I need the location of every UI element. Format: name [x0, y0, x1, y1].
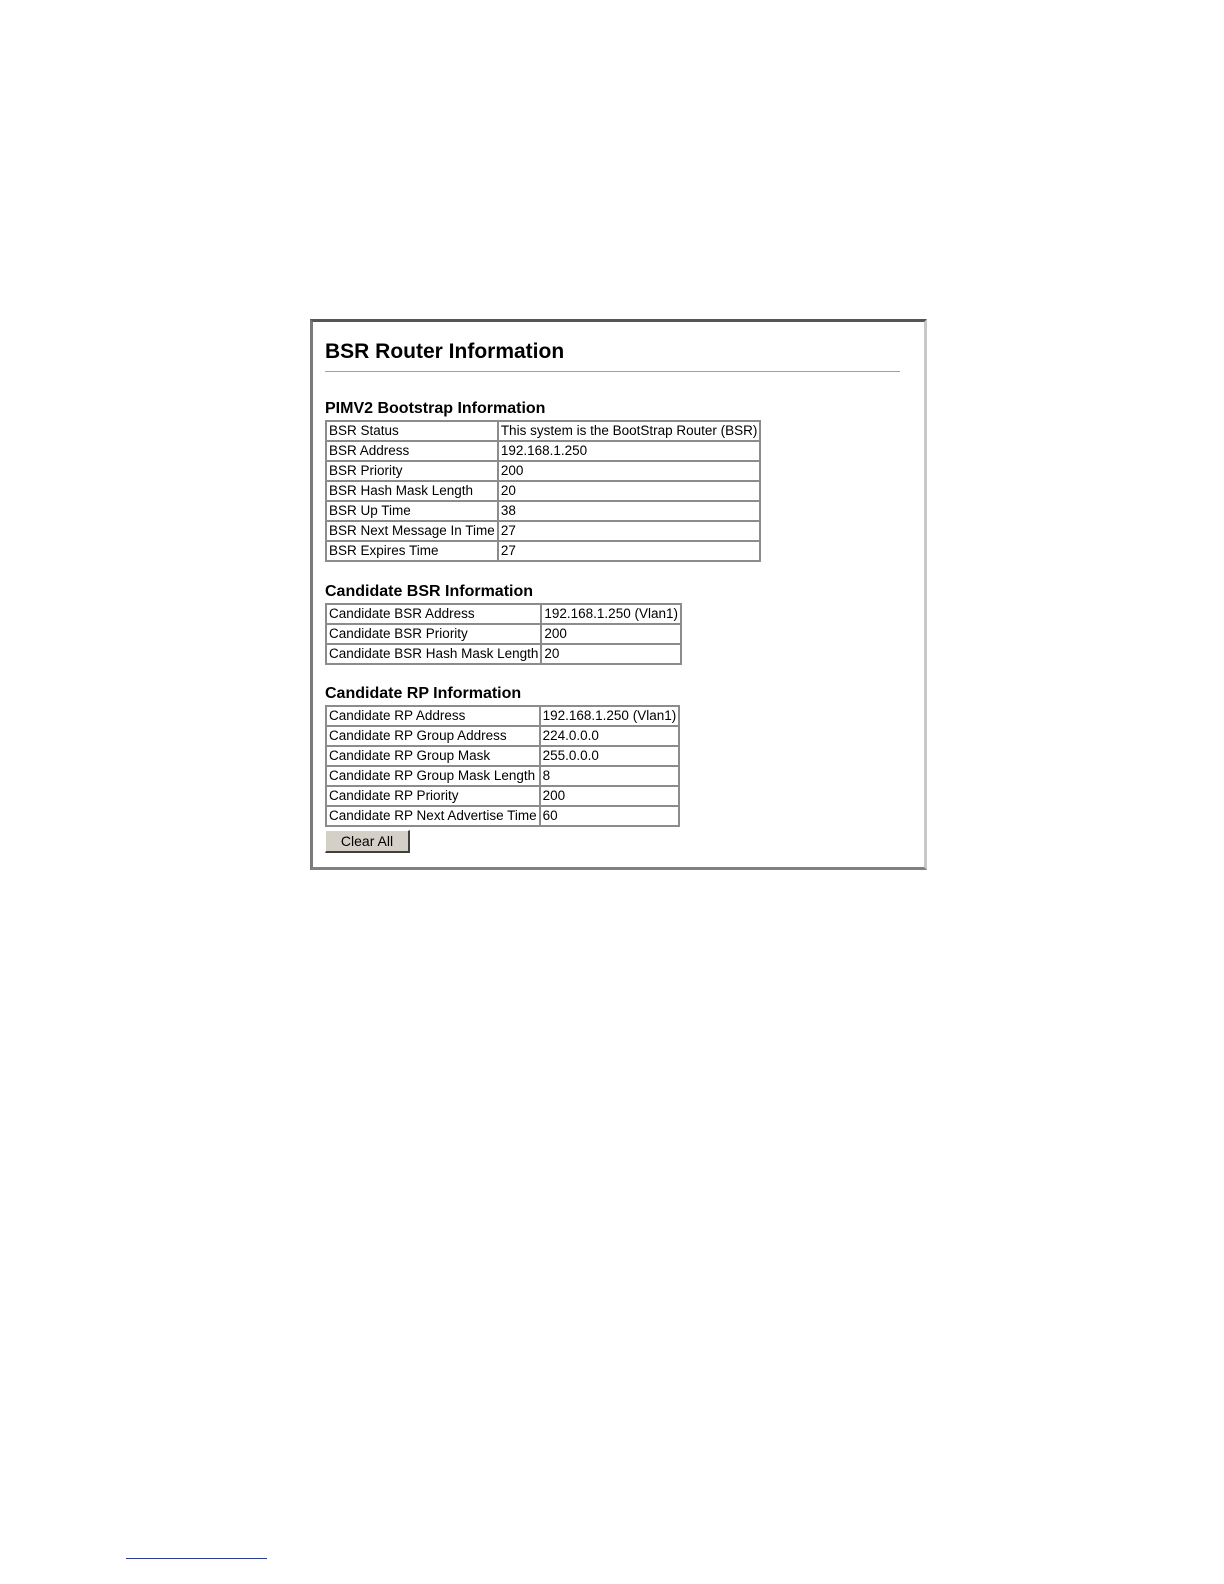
candidate-bsr-hash-mask-length-value: 20 [541, 644, 681, 664]
bsr-hash-mask-length-value: 20 [498, 481, 761, 501]
candidate-rp-next-advertise-time-label: Candidate RP Next Advertise Time [326, 806, 540, 826]
table-row [326, 746, 679, 766]
candidate-bsr-hash-mask-length-label: Candidate BSR Hash Mask Length [326, 644, 541, 664]
candidate-rp-next-advertise-time-value: 60 [540, 806, 680, 826]
table-row [326, 441, 760, 461]
page-title: BSR Router Information [325, 340, 565, 363]
bootstrap-table [325, 420, 761, 562]
candidate-rp-address-label: Candidate RP Address [326, 706, 540, 726]
candidate-rp-table [325, 705, 680, 827]
table-row [326, 806, 679, 826]
candidate-rp-address-value: 192.168.1.250 (Vlan1) [540, 706, 680, 726]
bsr-status-value: This system is the BootStrap Router (BSR) [498, 421, 761, 441]
candidate-rp-group-mask-length-value: 8 [540, 766, 680, 786]
bootstrap-section-title: PIMV2 Bootstrap Information [325, 400, 546, 417]
candidate-rp-section-title: Candidate RP Information [325, 685, 522, 702]
table-row [326, 421, 760, 441]
bsr-address-value: 192.168.1.250 [498, 441, 761, 461]
candidate-bsr-address-value: 192.168.1.250 (Vlan1) [541, 604, 681, 624]
table-row [326, 501, 760, 521]
bsr-priority-value: 200 [498, 461, 761, 481]
candidate-rp-group-address-label: Candidate RP Group Address [326, 726, 540, 746]
bsr-priority-label: BSR Priority [326, 461, 498, 481]
candidate-rp-priority-label: Candidate RP Priority [326, 786, 540, 806]
table-row [326, 481, 760, 501]
bsr-address-label: BSR Address [326, 441, 498, 461]
table-row [326, 624, 681, 644]
candidate-rp-priority-value: 200 [540, 786, 680, 806]
table-row [326, 521, 760, 541]
bsr-next-message-label: BSR Next Message In Time [326, 521, 498, 541]
bsr-expires-time-label: BSR Expires Time [326, 541, 498, 561]
clear-all-button[interactable]: Clear All [325, 830, 410, 853]
bsr-status-label: BSR Status [326, 421, 498, 441]
table-row [326, 604, 681, 624]
title-divider [325, 371, 900, 372]
table-row [326, 786, 679, 806]
bsr-expires-time-value: 27 [498, 541, 761, 561]
table-row [326, 766, 679, 786]
bsr-hash-mask-length-label: BSR Hash Mask Length [326, 481, 498, 501]
candidate-bsr-priority-label: Candidate BSR Priority [326, 624, 541, 644]
candidate-rp-group-mask-label: Candidate RP Group Mask [326, 746, 540, 766]
table-row [326, 726, 679, 746]
table-row [326, 644, 681, 664]
bsr-up-time-value: 38 [498, 501, 761, 521]
table-row [326, 706, 679, 726]
table-row [326, 461, 760, 481]
footnote-divider [126, 1558, 267, 1559]
bsr-router-content [325, 322, 924, 867]
candidate-bsr-priority-value: 200 [541, 624, 681, 644]
bsr-next-message-value: 27 [498, 521, 761, 541]
candidate-bsr-table [325, 603, 682, 665]
candidate-rp-group-mask-value: 255.0.0.0 [540, 746, 680, 766]
bsr-router-window [310, 319, 927, 870]
candidate-rp-group-mask-length-label: Candidate RP Group Mask Length [326, 766, 540, 786]
table-row [326, 541, 760, 561]
candidate-bsr-section-title: Candidate BSR Information [325, 583, 534, 600]
bsr-up-time-label: BSR Up Time [326, 501, 498, 521]
candidate-bsr-address-label: Candidate BSR Address [326, 604, 541, 624]
candidate-rp-group-address-value: 224.0.0.0 [540, 726, 680, 746]
